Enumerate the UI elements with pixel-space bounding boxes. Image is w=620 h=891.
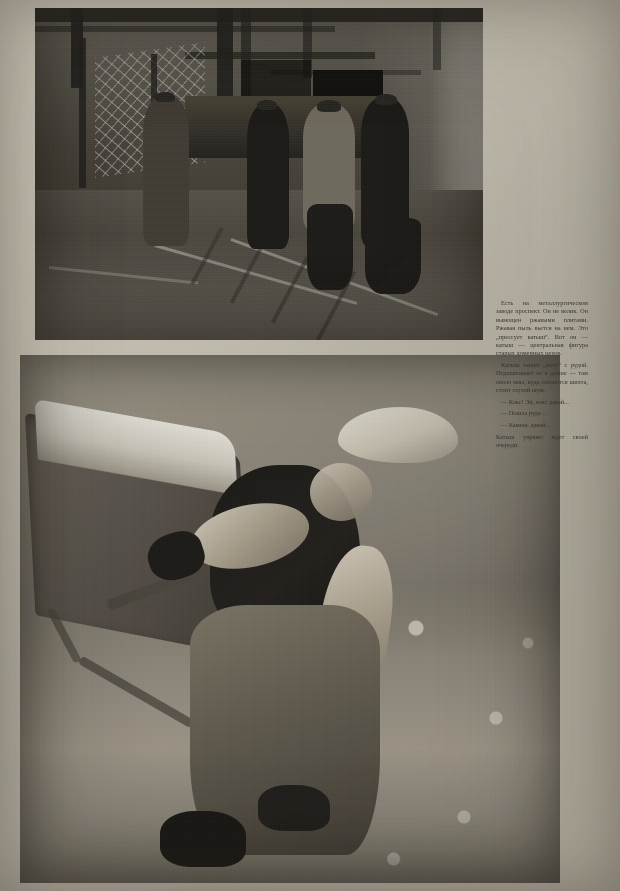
scaffold-column <box>433 8 441 70</box>
caption-paragraph: Катыш тащит „ногу“ с рудой. Подхватывает ее к домне — там около ямы, куда сыпаются шихта, стоит глухой шум. <box>496 362 588 395</box>
photo-worker-with-wheelbarrow <box>20 355 560 883</box>
caption-paragraph: Есть на металлургическом заводе проспект. Он не велик. Он вымощен ржавыми плитами. Ржавая пыль вьется на нем. Это „прессует катыш“. Вот он — катыш — центральная фигура старых доменных цехов. <box>496 300 588 358</box>
worker-cap <box>257 100 277 110</box>
worker-cap <box>317 100 341 112</box>
fence-post <box>79 38 86 188</box>
worker-legs <box>307 204 353 290</box>
worker-neck <box>310 463 372 521</box>
worker-cap <box>155 92 175 102</box>
worker-legs <box>365 218 421 294</box>
caption-dialogue-line: — Пошла руда ... <box>501 410 548 418</box>
photo-workers-pushing-cart <box>35 8 483 340</box>
worker-boot <box>160 811 246 867</box>
caption-text-column <box>496 300 588 454</box>
photo-top-content <box>35 8 483 340</box>
photo-bottom-content <box>20 355 560 883</box>
caption-dialogue-line: — Камень давай... <box>501 422 551 430</box>
scaffold-beam <box>35 8 483 22</box>
caption-paragraph: Катыш упрямо ждет своей очереди. <box>496 433 588 450</box>
scaffold-beam <box>185 52 375 59</box>
worker-boot <box>258 785 330 831</box>
worker-figure <box>247 104 289 249</box>
worker-cap <box>375 94 397 105</box>
caption-dialogue-line: — Кокс! Эй, кокс давай... <box>501 398 569 406</box>
worker-figure <box>143 96 189 246</box>
